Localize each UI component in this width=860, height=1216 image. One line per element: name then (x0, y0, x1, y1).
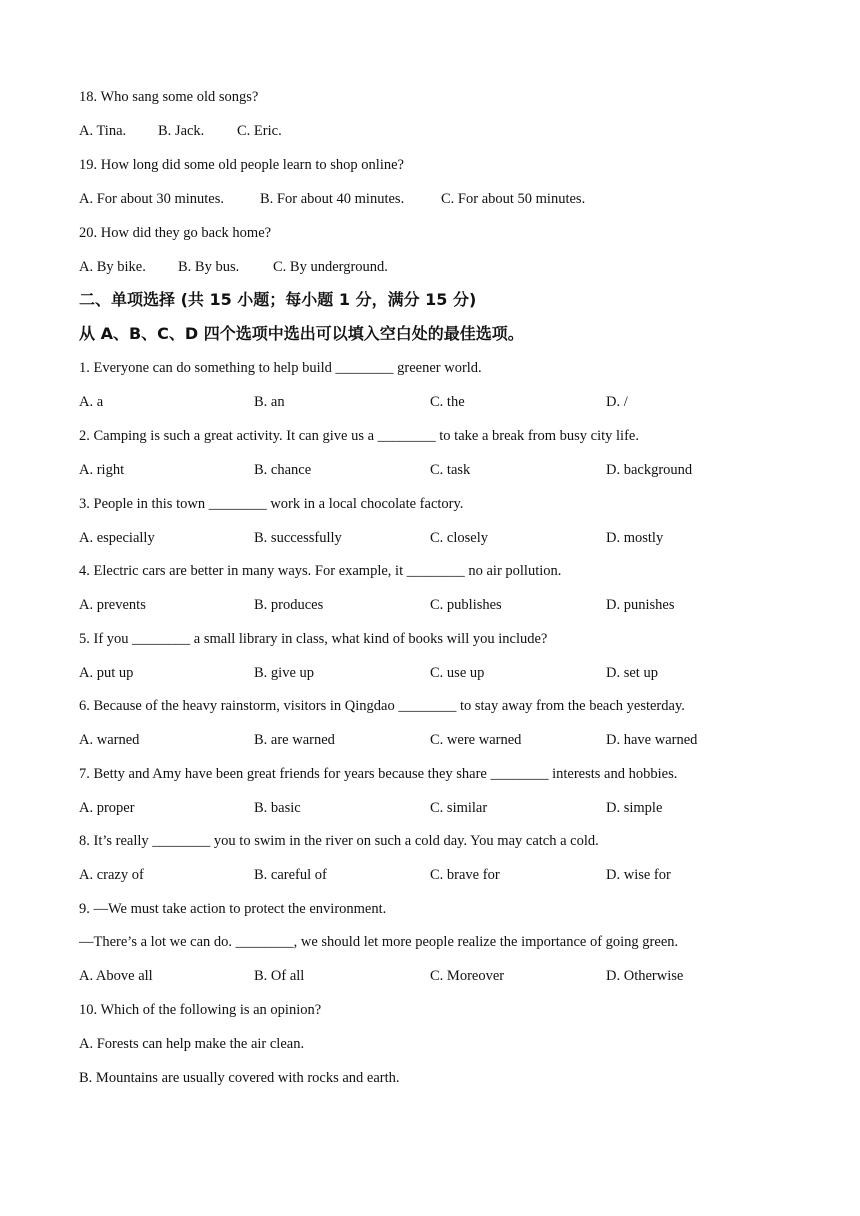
question-5: 5. If you ________ a small library in class, what kind of books will you include? (79, 631, 548, 647)
q19-option-a: A. For about 30 minutes. (79, 191, 224, 207)
q20-option-c: C. By underground. (273, 259, 388, 275)
question-2: 2. Camping is such a great activity. It can give us a ________ to take a break from busy city life. (79, 428, 639, 444)
q1-option-d: D. / (606, 394, 628, 410)
question-6: 6. Because of the heavy rainstorm, visitors in Qingdao ________ to stay away from the beach yesterday. (79, 698, 685, 714)
question-18: 18. Who sang some old songs? (79, 89, 259, 105)
q8-option-a: A. crazy of (79, 867, 144, 883)
q7-option-c: C. similar (430, 800, 488, 816)
q1-option-b: B. an (254, 394, 285, 410)
q4-option-c: C. publishes (430, 597, 502, 613)
q6-option-b: B. are warned (254, 732, 335, 748)
q4-option-d: D. punishes (606, 597, 675, 613)
q18-option-a: A. Tina. (79, 123, 127, 139)
q1-option-a: A. a (79, 394, 104, 410)
q9-option-b: B. Of all (254, 968, 305, 984)
question-3: 3. People in this town ________ work in a local chocolate factory. (79, 496, 464, 512)
question-9-line-1: 9. —We must take action to protect the environment. (79, 901, 387, 917)
q7-option-b: B. basic (254, 800, 301, 816)
question-8: 8. It’s really ________ you to swim in the river on such a cold day. You may catch a cold. (79, 833, 599, 849)
q9-option-a: A. Above all (79, 968, 153, 984)
q6-option-d: D. have warned (606, 732, 698, 748)
section-instruction: 从 A、B、C、D 四个选项中选出可以填入空白处的最佳选项。 (79, 324, 524, 343)
question-9-line-2: —There’s a lot we can do. ________, we should let more people realize the importance of going green. (79, 934, 679, 950)
q20-option-b: B. By bus. (178, 259, 240, 275)
q1-option-c: C. the (430, 394, 465, 410)
q9-option-c: C. Moreover (430, 968, 505, 984)
q3-option-c: C. closely (430, 530, 488, 546)
q19-option-c: C. For about 50 minutes. (441, 191, 586, 207)
q3-option-a: A. especially (79, 530, 155, 546)
question-10: 10. Which of the following is an opinion? (79, 1002, 322, 1018)
q3-option-b: B. successfully (254, 530, 342, 546)
q2-option-b: B. chance (254, 462, 312, 478)
question-7: 7. Betty and Amy have been great friends for years because they share ________ interests and hobbies. (79, 766, 678, 782)
q10-option-b: B. Mountains are usually covered with rocks and earth. (79, 1070, 400, 1086)
q6-option-c: C. were warned (430, 732, 522, 748)
question-1: 1. Everyone can do something to help build ________ greener world. (79, 360, 482, 376)
q10-option-a: A. Forests can help make the air clean. (79, 1036, 305, 1052)
q20-option-a: A. By bike. (79, 259, 146, 275)
q7-option-a: A. proper (79, 800, 135, 816)
question-19: 19. How long did some old people learn to shop online? (79, 157, 404, 173)
section-title: 二、单项选择 (共 15 小题；每小题 1 分，满分 15 分) (79, 290, 477, 309)
question-20: 20. How did they go back home? (79, 225, 272, 241)
q4-option-a: A. prevents (79, 597, 146, 613)
q2-option-a: A. right (79, 462, 125, 478)
q8-option-c: C. brave for (430, 867, 500, 883)
q8-option-b: B. careful of (254, 867, 327, 883)
q2-option-d: D. background (606, 462, 693, 478)
q4-option-b: B. produces (254, 597, 324, 613)
q5-option-a: A. put up (79, 665, 134, 681)
q9-option-d: D. Otherwise (606, 968, 684, 984)
q18-option-c: C. Eric. (237, 123, 282, 139)
q18-option-b: B. Jack. (158, 123, 205, 139)
q5-option-b: B. give up (254, 665, 315, 681)
q3-option-d: D. mostly (606, 530, 664, 546)
q19-option-b: B. For about 40 minutes. (260, 191, 405, 207)
q8-option-d: D. wise for (606, 867, 671, 883)
q5-option-d: D. set up (606, 665, 658, 681)
q6-option-a: A. warned (79, 732, 140, 748)
question-4: 4. Electric cars are better in many ways. For example, it ________ no air pollution. (79, 563, 562, 579)
q2-option-c: C. task (430, 462, 471, 478)
q7-option-d: D. simple (606, 800, 663, 816)
q5-option-c: C. use up (430, 665, 485, 681)
